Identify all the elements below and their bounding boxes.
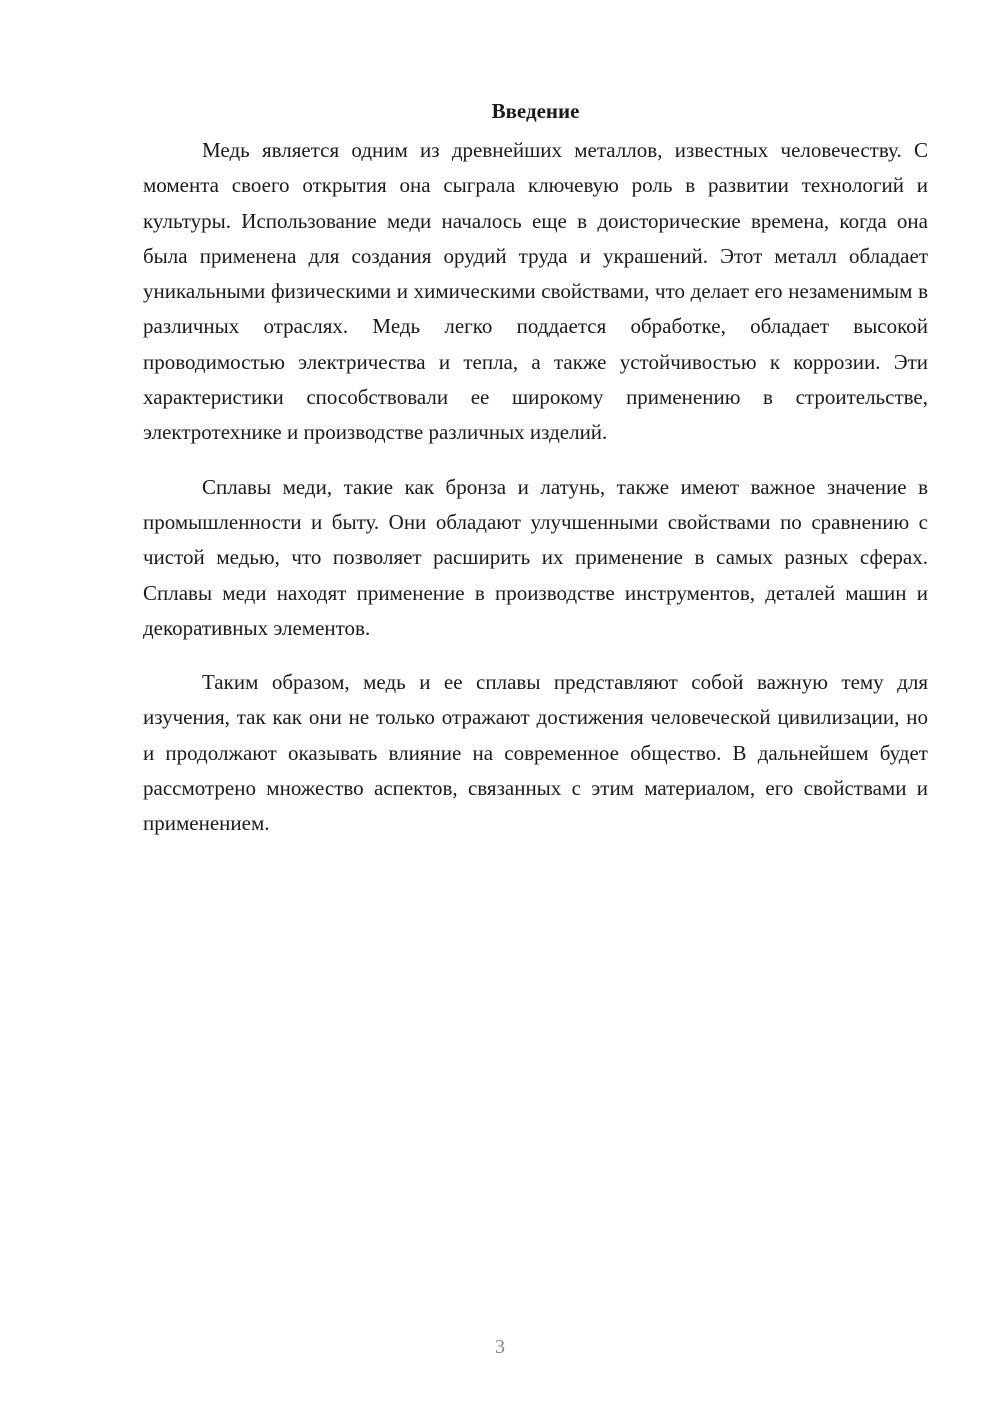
- paragraph-2: Сплавы меди, такие как бронза и латунь, также имеют важное значение в промышленности и быту. Они обладают улучшенными свойствами по сравнению с чистой медью, что позволяет расширить их применение в самых разных сферах. Сплавы меди находят применение в производстве инструментов, деталей машин и декоративных элементов.: [143, 474, 928, 640]
- paragraph-3: Таким образом, медь и ее сплавы представляют собой важную тему для изучения, так как они не только отражают достижения человеческой цивилизации, но и продолжают оказывать влияние на современное общество. В дальнейшем будет рассмотрено множество аспектов, связанных с этим материалом, его свойствами и применением.: [143, 670, 928, 836]
- page-number: 3: [495, 1336, 505, 1358]
- section-title: Введение: [491, 99, 580, 123]
- page-content: [143, 94, 928, 861]
- paragraph-1: Медь является одним из древнейших металлов, известных человечеству. С момента своего открытия она сыграла ключевую роль в развитии технологий и культуры. Использование меди началось еще в доисторические времена, когда она была применена для создания орудий труда и украшений. Этот металл обладает уникальными физическими и химическими свойствами, что делает его незаменимым в различных отраслях. Медь легко поддается обработке, обладает высокой проводимостью электричества и тепла, а также устойчивостью к коррозии. Эти характеристики способствовали ее широкому применению в строительстве, электротехнике и производстве различных изделий.: [143, 138, 928, 445]
